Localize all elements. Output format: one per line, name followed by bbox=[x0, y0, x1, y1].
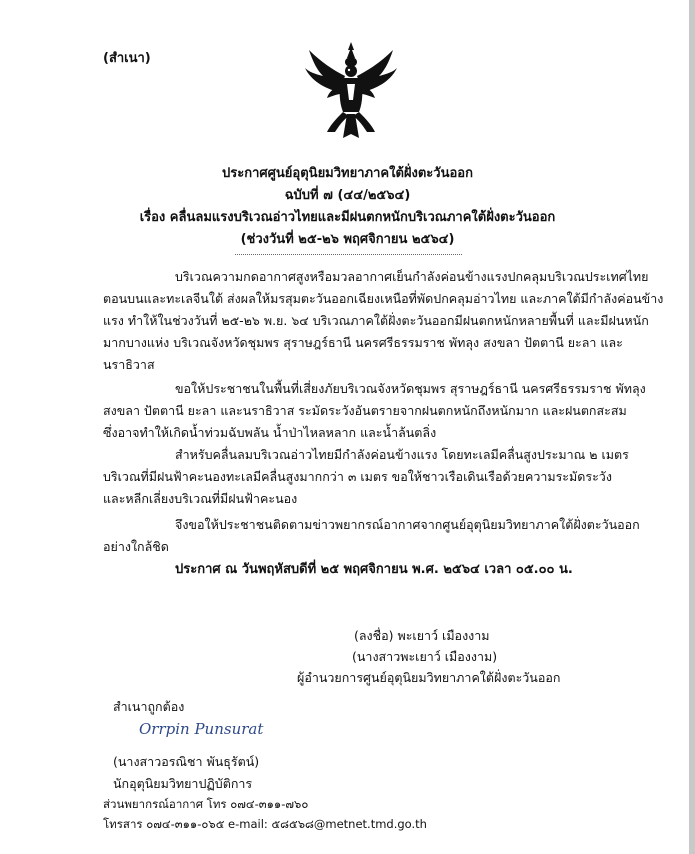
copy-mark: (สำเนา) bbox=[103, 51, 151, 66]
page-edge bbox=[689, 0, 695, 854]
paragraph-line: อย่างใกล้ชิด bbox=[103, 539, 169, 554]
paragraph-line: และหลีกเลี่ยงบริเวณที่มีฝนฟ้าคะนอง bbox=[103, 491, 298, 506]
signatory-signed: (ลงชื่อ) พะเยาว์ เมืองงาม bbox=[354, 628, 490, 643]
paragraph-line: จึงขอให้ประชาชนติดตามข่าวพยากรณ์อากาศจากศูนย์อุตุนิยมวิทยาภาคใต้ฝั่งตะวันออก bbox=[175, 517, 640, 532]
title-line-3: เรื่อง คลื่นลมแรงบริเวณอ่าวไทยและมีฝนตกหนักบริเวณภาคใต้ฝั่งตะวันออก bbox=[139, 210, 556, 225]
announcement-date: ประกาศ ณ วันพฤหัสบดีที่ ๒๕ พฤศจิกายน พ.ศ. ๒๕๖๔ เวลา ๐๕.๐๐ น. bbox=[175, 562, 573, 577]
signatory-position: ผู้อำนวยการศูนย์อุตุนิยมวิทยาภาคใต้ฝั่งตะวันออก bbox=[297, 670, 561, 685]
certifier-position: นักอุตุนิยมวิทยาปฏิบัติการ bbox=[113, 776, 253, 791]
contact-fax-email: โทรสาร ๐๗๔-๓๑๑-๐๖๕ e-mail: ๕๘๕๖๘@metnet.tmd.go.th bbox=[103, 817, 427, 831]
paragraph-line: แรง ทำให้ในช่วงวันที่ ๒๕-๒๖ พ.ย. ๖๔ บริเวณภาคใต้ฝั่งตะวันออกมีฝนตกหนักหลายพื้นที่ และมีฝนหนัก bbox=[103, 313, 649, 328]
paragraph-2 bbox=[103, 378, 646, 444]
title-line-2: ฉบับที่ ๗ (๔๔/๒๕๖๔) bbox=[284, 188, 411, 203]
paragraph-line: บริเวณที่มีฝนฟ้าคะนองทะเลมีคลื่นสูงมากกว่า ๓ เมตร ขอให้ชาวเรือเดินเรือด้วยความระมัดระวัง bbox=[103, 469, 612, 484]
handwritten-signature bbox=[135, 712, 264, 742]
paragraph-1 bbox=[103, 266, 664, 376]
paragraph-4 bbox=[103, 514, 640, 558]
title-line-1: ประกาศศูนย์อุตุนิยมวิทยาภาคใต้ฝั่งตะวันออก bbox=[222, 166, 473, 181]
separator-rule bbox=[235, 254, 462, 255]
paragraph-line: นราธิวาส bbox=[103, 357, 155, 372]
paragraph-line: ขอให้ประชาชนในพื้นที่เสี่ยงภัยบริเวณจังหวัดชุมพร สุราษฎร์ธานี นครศรีธรรมราช พัทลุง bbox=[175, 381, 646, 396]
paragraph-3 bbox=[103, 444, 629, 510]
paragraph-line: ตอนบนและทะเลจีนใต้ ส่งผลให้มรสุมตะวันออกเฉียงเหนือที่พัดปกคลุมอ่าวไทย และภาคใต้มีกำลังค่อนข้าง bbox=[103, 291, 664, 306]
paragraph-line: สำหรับคลื่นลมบริเวณอ่าวไทยมีกำลังค่อนข้างแรง โดยทะเลมีคลื่นสูงประมาณ ๒ เมตร bbox=[175, 447, 629, 462]
signature-text: Orrpin Punsurat bbox=[139, 720, 264, 738]
title-line-4: (ช่วงวันที่ ๒๕-๒๖ พฤศจิกายน ๒๕๖๔) bbox=[240, 232, 455, 247]
paragraph-line: สงขลา ปัตตานี ยะลา และนราธิวาส ระมัดระวังอันตรายจากฝนตกหนักถึงหนักมาก และฝนตกสะสม bbox=[103, 403, 627, 418]
certified-copy-label: สำเนาถูกต้อง bbox=[113, 699, 185, 714]
contact-phone: ส่วนพยากรณ์อากาศ โทร ๐๗๔-๓๑๑-๗๖๐ bbox=[103, 797, 309, 811]
signatory-full-name: (นางสาวพะเยาว์ เมืองงาม) bbox=[352, 649, 498, 664]
paragraph-line: มากบางแห่ง บริเวณจังหวัดชุมพร สุราษฎร์ธานี นครศรีธรรมราช พัทลุง สงขลา ปัตตานี ยะลา และ bbox=[103, 335, 623, 350]
paragraph-line: ซึ่งอาจทำให้เกิดน้ำท่วมฉับพลัน น้ำป่าไหลหลาก และน้ำล้นตลิ่ง bbox=[103, 425, 437, 440]
paragraph-line: บริเวณความกดอากาศสูงหรือมวลอากาศเย็นกำลังค่อนข้างแรงปกคลุมบริเวณประเทศไทย bbox=[175, 269, 649, 284]
certifier-name: (นางสาวอรณิชา พันธุรัตน์) bbox=[113, 754, 260, 769]
garuda-emblem-icon bbox=[303, 40, 399, 140]
